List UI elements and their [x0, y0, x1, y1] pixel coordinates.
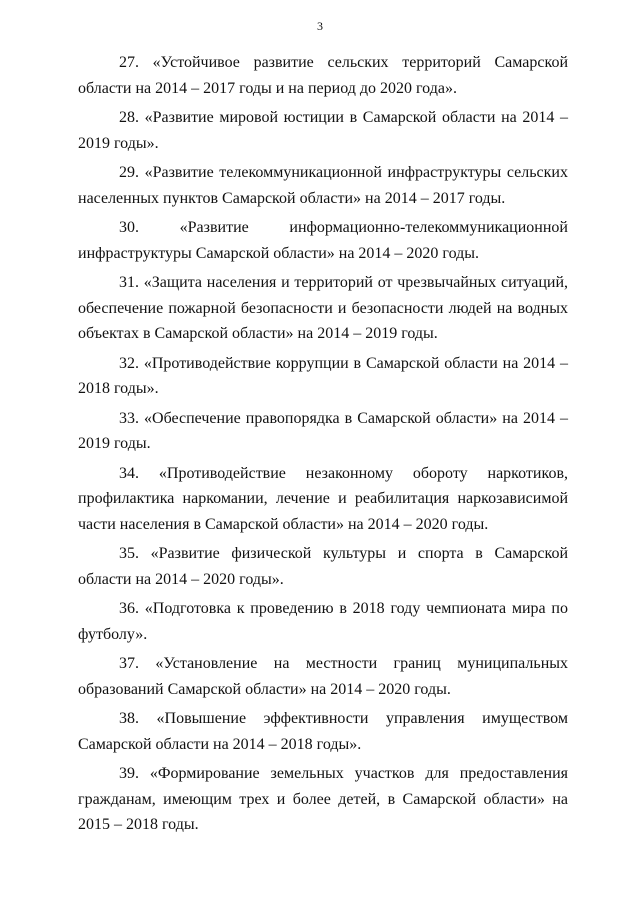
- list-item: 34. «Противодействие незаконному обороту наркотиков, профилактика наркомании, лечение и реабилитация наркозависимой части населения в Самарской области» на 2014 – 2020 годы.: [78, 464, 568, 533]
- list-item: 38. «Повышение эффективности управления имуществом Самарской области на 2014 – 2018 годы».: [78, 710, 568, 753]
- list-item: 33. «Обеспечение правопорядка в Самарской области» на 2014 – 2019 годы.: [78, 409, 568, 452]
- program-list: [78, 50, 568, 842]
- list-item: 27. «Устойчивое развитие сельских территорий Самарской области на 2014 – 2017 годы и на период до 2020 года».: [78, 54, 568, 97]
- list-item: 36. «Подготовка к проведению в 2018 году чемпионата мира по футболу».: [78, 600, 568, 643]
- list-item: 35. «Развитие физической культуры и спорта в Самарской области на 2014 – 2020 годы».: [78, 545, 568, 588]
- list-item: 30. «Развитие информационно-телекоммуникационной инфраструктуры Самарской области» на 2014 – 2020 годы.: [78, 219, 568, 262]
- list-item: 32. «Противодействие коррупции в Самарской области на 2014 – 2018 годы».: [78, 354, 568, 397]
- list-item: 31. «Защита населения и территорий от чрезвычайных ситуаций, обеспечение пожарной безопасности и безопасности людей на водных объектах в Самарской области» на 2014 – 2019 годы.: [78, 274, 568, 342]
- page-number: 3: [317, 19, 323, 33]
- list-item: 28. «Развитие мировой юстиции в Самарской области на 2014 – 2019 годы».: [78, 109, 568, 152]
- list-item: 39. «Формирование земельных участков для предоставления гражданам, имеющим трех и более детей, в Самарской области» на 2015 – 2018 годы.: [78, 765, 568, 833]
- list-item: 29. «Развитие телекоммуникационной инфраструктуры сельских населенных пунктов Самарской области» на 2014 – 2017 годы.: [78, 164, 568, 207]
- list-item: 37. «Установление на местности границ муниципальных образований Самарской области» на 2014 – 2020 годы.: [78, 655, 568, 698]
